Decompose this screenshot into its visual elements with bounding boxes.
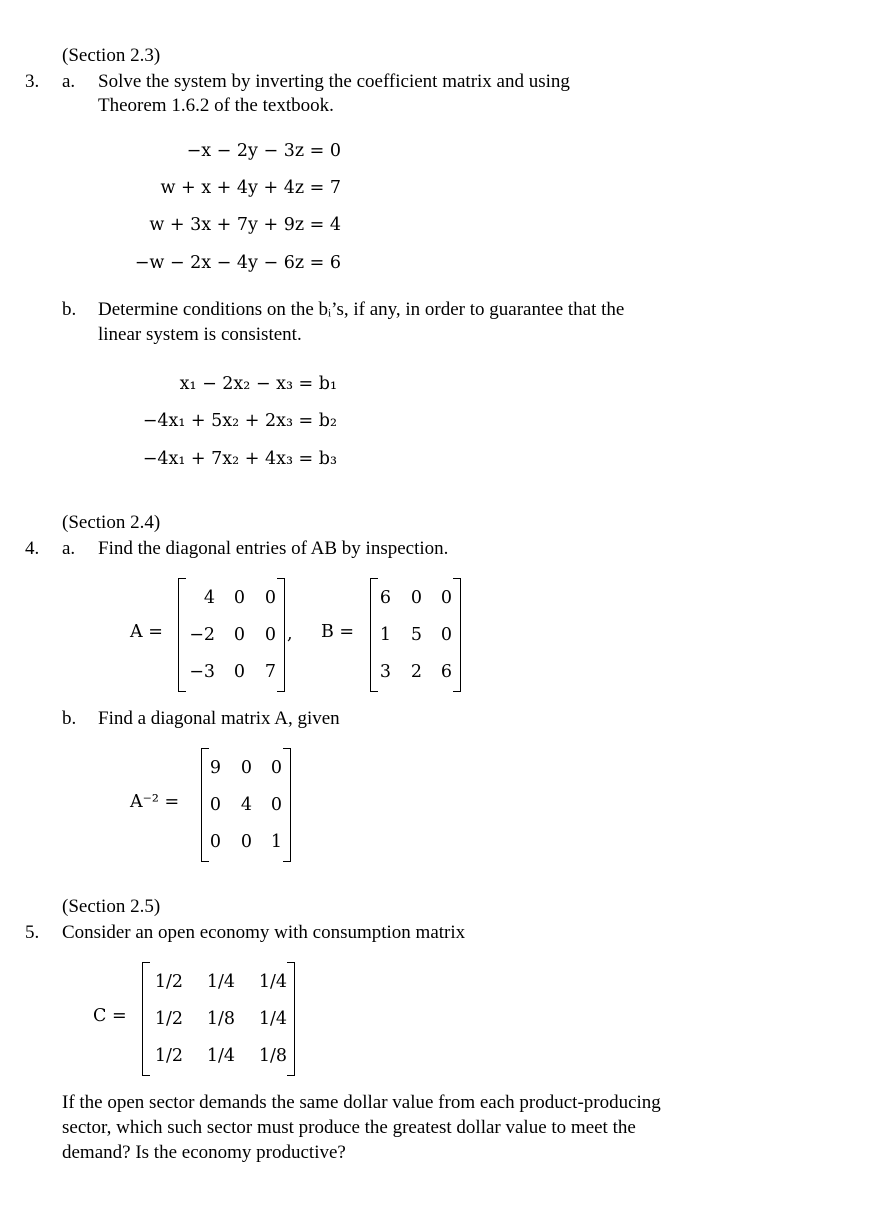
- section-heading: (Section 2.4): [62, 512, 161, 533]
- comma: ,: [287, 624, 293, 644]
- matrix-cell: 0: [233, 625, 245, 645]
- matrix-cell: 1/2: [154, 1009, 183, 1029]
- problem-number: 3.: [25, 71, 40, 92]
- equation: −4x₁ + 7x₂ + 4x₃ = b₃: [142, 449, 337, 469]
- part-label: a.: [62, 71, 76, 92]
- part-text: linear system is consistent.: [98, 324, 302, 345]
- matrix-cell: 6: [440, 662, 452, 682]
- part-text: Find a diagonal matrix A, given: [98, 708, 340, 729]
- matrix-cell: 6: [379, 588, 391, 608]
- matrix-label: A =: [130, 622, 163, 642]
- matrix-label: C =: [93, 1006, 127, 1026]
- matrix-cell: 2: [410, 662, 422, 682]
- matrix-A: [178, 578, 285, 692]
- matrix-cell: 0: [209, 795, 221, 815]
- part-text: Determine conditions on the bᵢ’s, if any, in order to guarantee that the: [98, 299, 625, 320]
- part-label: b.: [62, 708, 77, 729]
- matrix-cell: 4: [203, 588, 215, 608]
- equation: x₁ − 2x₂ − x₃ = b₁: [179, 374, 337, 394]
- matrix-cell: 0: [440, 625, 452, 645]
- part-label: b.: [62, 299, 77, 320]
- equation: −x − 2y − 3z = 0: [186, 141, 341, 161]
- matrix-cell: 1: [270, 832, 282, 852]
- equation: w + x + 4y + 4z = 7: [160, 178, 341, 198]
- section-heading: (Section 2.5): [62, 896, 161, 917]
- matrix-B: [370, 578, 461, 692]
- matrix-cell: 0: [264, 625, 276, 645]
- matrix-label: B =: [321, 622, 355, 642]
- matrix-cell: 0: [240, 758, 252, 778]
- matrix-cell: −2: [189, 625, 215, 645]
- matrix-cell: 0: [410, 588, 422, 608]
- part-text: Find the diagonal entries of AB by inspection.: [98, 538, 449, 559]
- matrix-cell: 9: [209, 758, 221, 778]
- equation: w + 3x + 7y + 9z = 4: [149, 215, 341, 235]
- matrix-cell: 0: [270, 795, 282, 815]
- part-text: Theorem 1.6.2 of the textbook.: [98, 95, 334, 116]
- matrix-cell: 4: [240, 795, 252, 815]
- problem-text: If the open sector demands the same dollar value from each product-producing: [62, 1092, 661, 1113]
- problem-text: sector, which such sector must produce the greatest dollar value to meet the: [62, 1117, 636, 1138]
- matrix-cell: 3: [379, 662, 391, 682]
- section-heading: (Section 2.3): [62, 45, 161, 66]
- matrix-cell: −3: [189, 662, 215, 682]
- matrix-cell: 5: [410, 625, 422, 645]
- matrix-cell: 1/4: [258, 1009, 287, 1029]
- equation: −4x₁ + 5x₂ + 2x₃ = b₂: [142, 411, 337, 431]
- equation: −w − 2x − 4y − 6z = 6: [134, 253, 341, 273]
- matrix-A-inverse-squared: [201, 748, 291, 862]
- problem-number: 4.: [25, 538, 40, 559]
- problem-text: Consider an open economy with consumption matrix: [62, 922, 466, 943]
- matrix-cell: 0: [209, 832, 221, 852]
- matrix-cell: 0: [270, 758, 282, 778]
- matrix-cell: 1/2: [154, 1046, 183, 1066]
- problem-number: 5.: [25, 922, 40, 943]
- matrix-cell: 0: [233, 662, 245, 682]
- matrix-cell: 7: [264, 662, 276, 682]
- matrix-label: A⁻² =: [130, 792, 180, 812]
- matrix-cell: 1/2: [154, 972, 183, 992]
- matrix-cell: 1/4: [206, 1046, 235, 1066]
- matrix-C: [142, 962, 295, 1076]
- matrix-cell: 0: [264, 588, 276, 608]
- matrix-cell: 1: [379, 625, 391, 645]
- matrix-cell: 1/8: [258, 1046, 287, 1066]
- matrix-cell: 1/4: [206, 972, 235, 992]
- matrix-cell: 1/8: [206, 1009, 235, 1029]
- part-text: Solve the system by inverting the coefficient matrix and using: [98, 71, 570, 92]
- matrix-cell: 1/4: [258, 972, 287, 992]
- part-label: a.: [62, 538, 76, 559]
- problem-text: demand? Is the economy productive?: [62, 1142, 346, 1163]
- matrix-cell: 0: [240, 832, 252, 852]
- matrix-cell: 0: [233, 588, 245, 608]
- matrix-cell: 0: [440, 588, 452, 608]
